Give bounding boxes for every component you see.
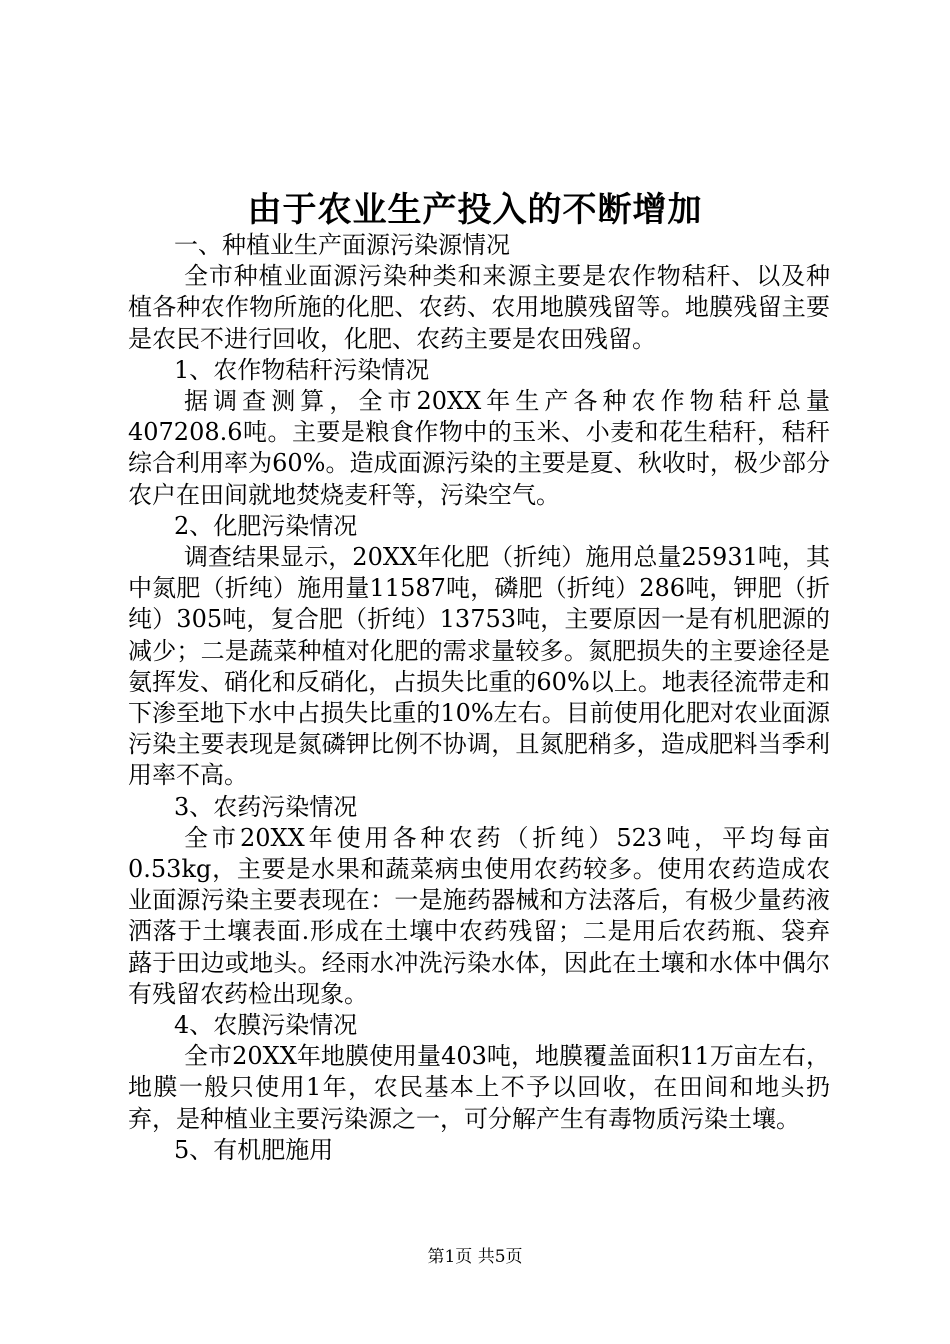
document-title: 由于农业生产投入的不断增加 [247, 190, 703, 230]
subsection-heading-straw: 1、农作物秸秆污染情况 [174, 355, 430, 384]
subsection-heading-organic: 5、有机肥施用 [174, 1135, 334, 1164]
paragraph-pesticide: 全市20XX年使用各种农药（折纯）523吨，平均每亩0.53kg，主要是水果和蔬菜病虫使用农药较多。使用农药造成农业面源污染主要表现在：一是施药器械和方法落后，有极少量药液洒落于土壤表面.形成在土壤中农药残留；二是用后农药瓶、袋弃蕗于田边或地头。经雨水冲洗污染水体，因此在土壤和水体中偶尔有残留农药检出现象。 [128, 823, 830, 1008]
paragraph-fertilizer: 调查结果显示，20XX年化肥（折纯）施用总量25931吨，其中氮肥（折纯）施用量11587吨，磷肥（折纯）286吨，钾肥（折纯）305吨，复合肥（折纯）13753吨，主要原因一是有机肥源的减少；二是蔬菜种植对化肥的需求量较多。氮肥损失的主要途径是氨挥发、硝化和反硝化，占损失比重的60%以上。地表径流带走和下渗至地下水中占损失比重的10%左右。目前使用化肥对农业面源污染主要表现是氮磷钾比例不协调，且氮肥稍多，造成肥料当季利用率不高。 [128, 543, 830, 790]
subsection-heading-film: 4、农膜污染情况 [174, 1011, 358, 1040]
section-heading: 一、种植业生产面源污染源情况 [174, 231, 510, 259]
subsection-heading-fertilizer: 2、化肥污染情况 [174, 511, 358, 540]
subsection-heading-pesticide: 3、农药污染情况 [174, 792, 358, 821]
intro-paragraph: 全市种植业面源污染种类和来源主要是农作物秸秆、以及种植各种农作物所施的化肥、农药、农用地膜残留等。地膜残留主要是农民不进行回收，化肥、农药主要是农田残留。 [128, 262, 830, 353]
paragraph-straw: 据调查测算，全市20XX年生产各种农作物秸秆总量407208.6吨。主要是粮食作物中的玉米、小麦和花生秸秆，秸秆综合利用率为60%。造成面源污染的主要是夏、秋收时，极少部分农户在田间就地焚烧麦秆等，污染空气。 [128, 387, 830, 509]
document-body [128, 230, 830, 1166]
paragraph-film: 全市20XX年地膜使用量403吨，地膜覆盖面积11万亩左右，地膜一般只使用1年，农民基本上不予以回收，在田间和地头扔弃，是种植业主要污染源之一，可分解产生有毒物质污染土壤。 [128, 1042, 830, 1133]
page-footer: 第1页 共5页 [427, 1247, 523, 1267]
